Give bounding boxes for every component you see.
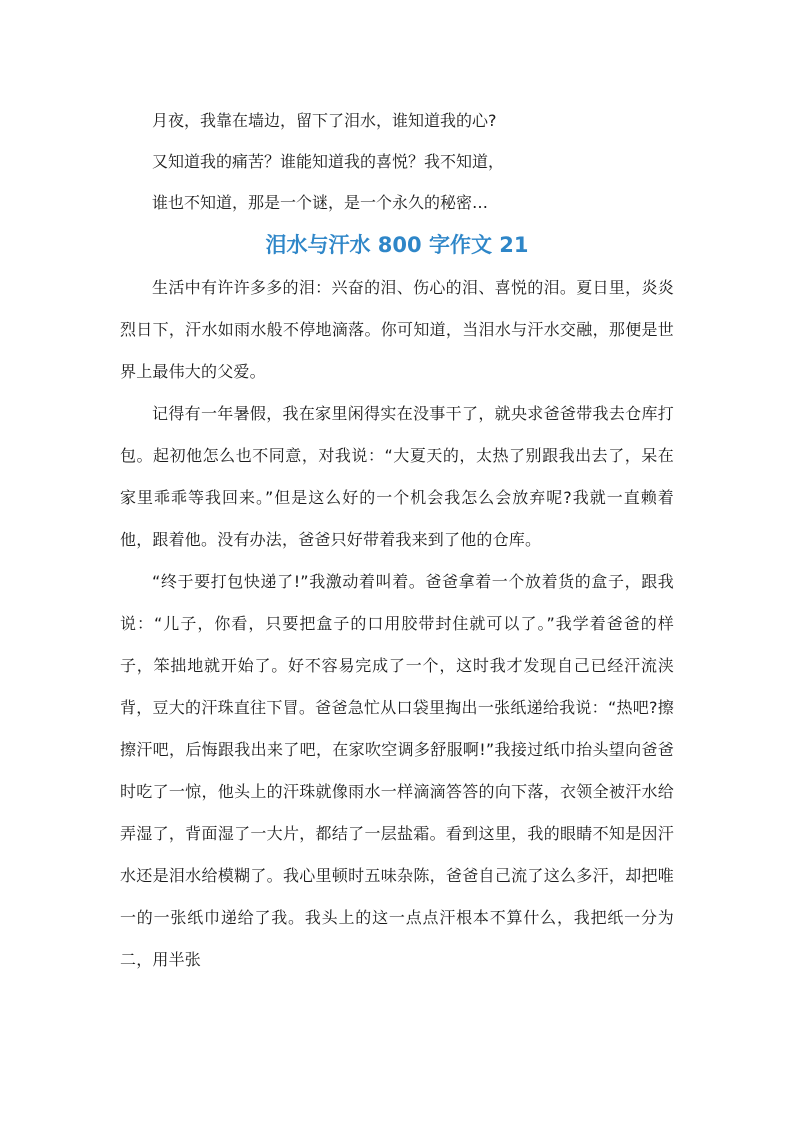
poem-line: 谁也不知道，那是一个谜，是一个永久的秘密… <box>152 193 489 212</box>
document-page <box>120 100 674 981</box>
article-paragraph: 生活中有许许多多的泪：兴奋的泪、伤心的泪、喜悦的泪。夏日里，炎炎烈日下，汗水如雨水般不停地滴落。你可知道，当泪水与汗水交融，那便是世界上最伟大的父爱。 <box>120 278 674 381</box>
article-title: 泪水与汗水 800 字作文 21 <box>265 233 529 257</box>
poem-block <box>120 100 674 223</box>
article-paragraph: “终于要打包快递了!”我激动着叫着。爸爸拿着一个放着货的盒子，跟我说：“儿子，你看，只要把盒子的口用胶带封住就可以了。”我学着爸爸的样子，笨拙地就开始了。好不容易完成了一个，这时我才发现自己已经汗流浃背，豆大的汗珠直往下冒。爸爸急忙从口袋里掏出一张纸递给我说：“热吧?擦擦汗吧，后悔跟我出来了吧，在家吹空调多舒服啊!”我接过纸巾抬头望向爸爸时吃了一惊，他头上的汗珠就像雨水一样滴滴答答的向下落，衣领全被汗水给弄湿了，背面湿了一大片，都结了一层盐霜。看到这里，我的眼睛不知是因汗水还是泪水给模糊了。我心里顿时五味杂陈，爸爸自己流了这么多汗，却把唯一的一张纸巾递给了我。我头上的这一点点汗根本不算什么，我把纸一分为二，用半张 <box>120 572 674 969</box>
article-paragraph: 记得有一年暑假，我在家里闲得实在没事干了，就央求爸爸带我去仓库打包。起初他怎么也不同意，对我说：“大夏天的，太热了别跟我出去了，呆在家里乖乖等我回来。”但是这么好的一个机会我怎么会放弃呢?我就一直赖着他，跟着他。没有办法，爸爸只好带着我来到了他的仓库。 <box>120 404 674 549</box>
article-body <box>120 267 674 981</box>
poem-line: 又知道我的痛苦？谁能知道我的喜悦？我不知道， <box>152 152 505 171</box>
poem-line: 月夜，我靠在墙边，留下了泪水，谁知道我的心? <box>152 111 497 130</box>
